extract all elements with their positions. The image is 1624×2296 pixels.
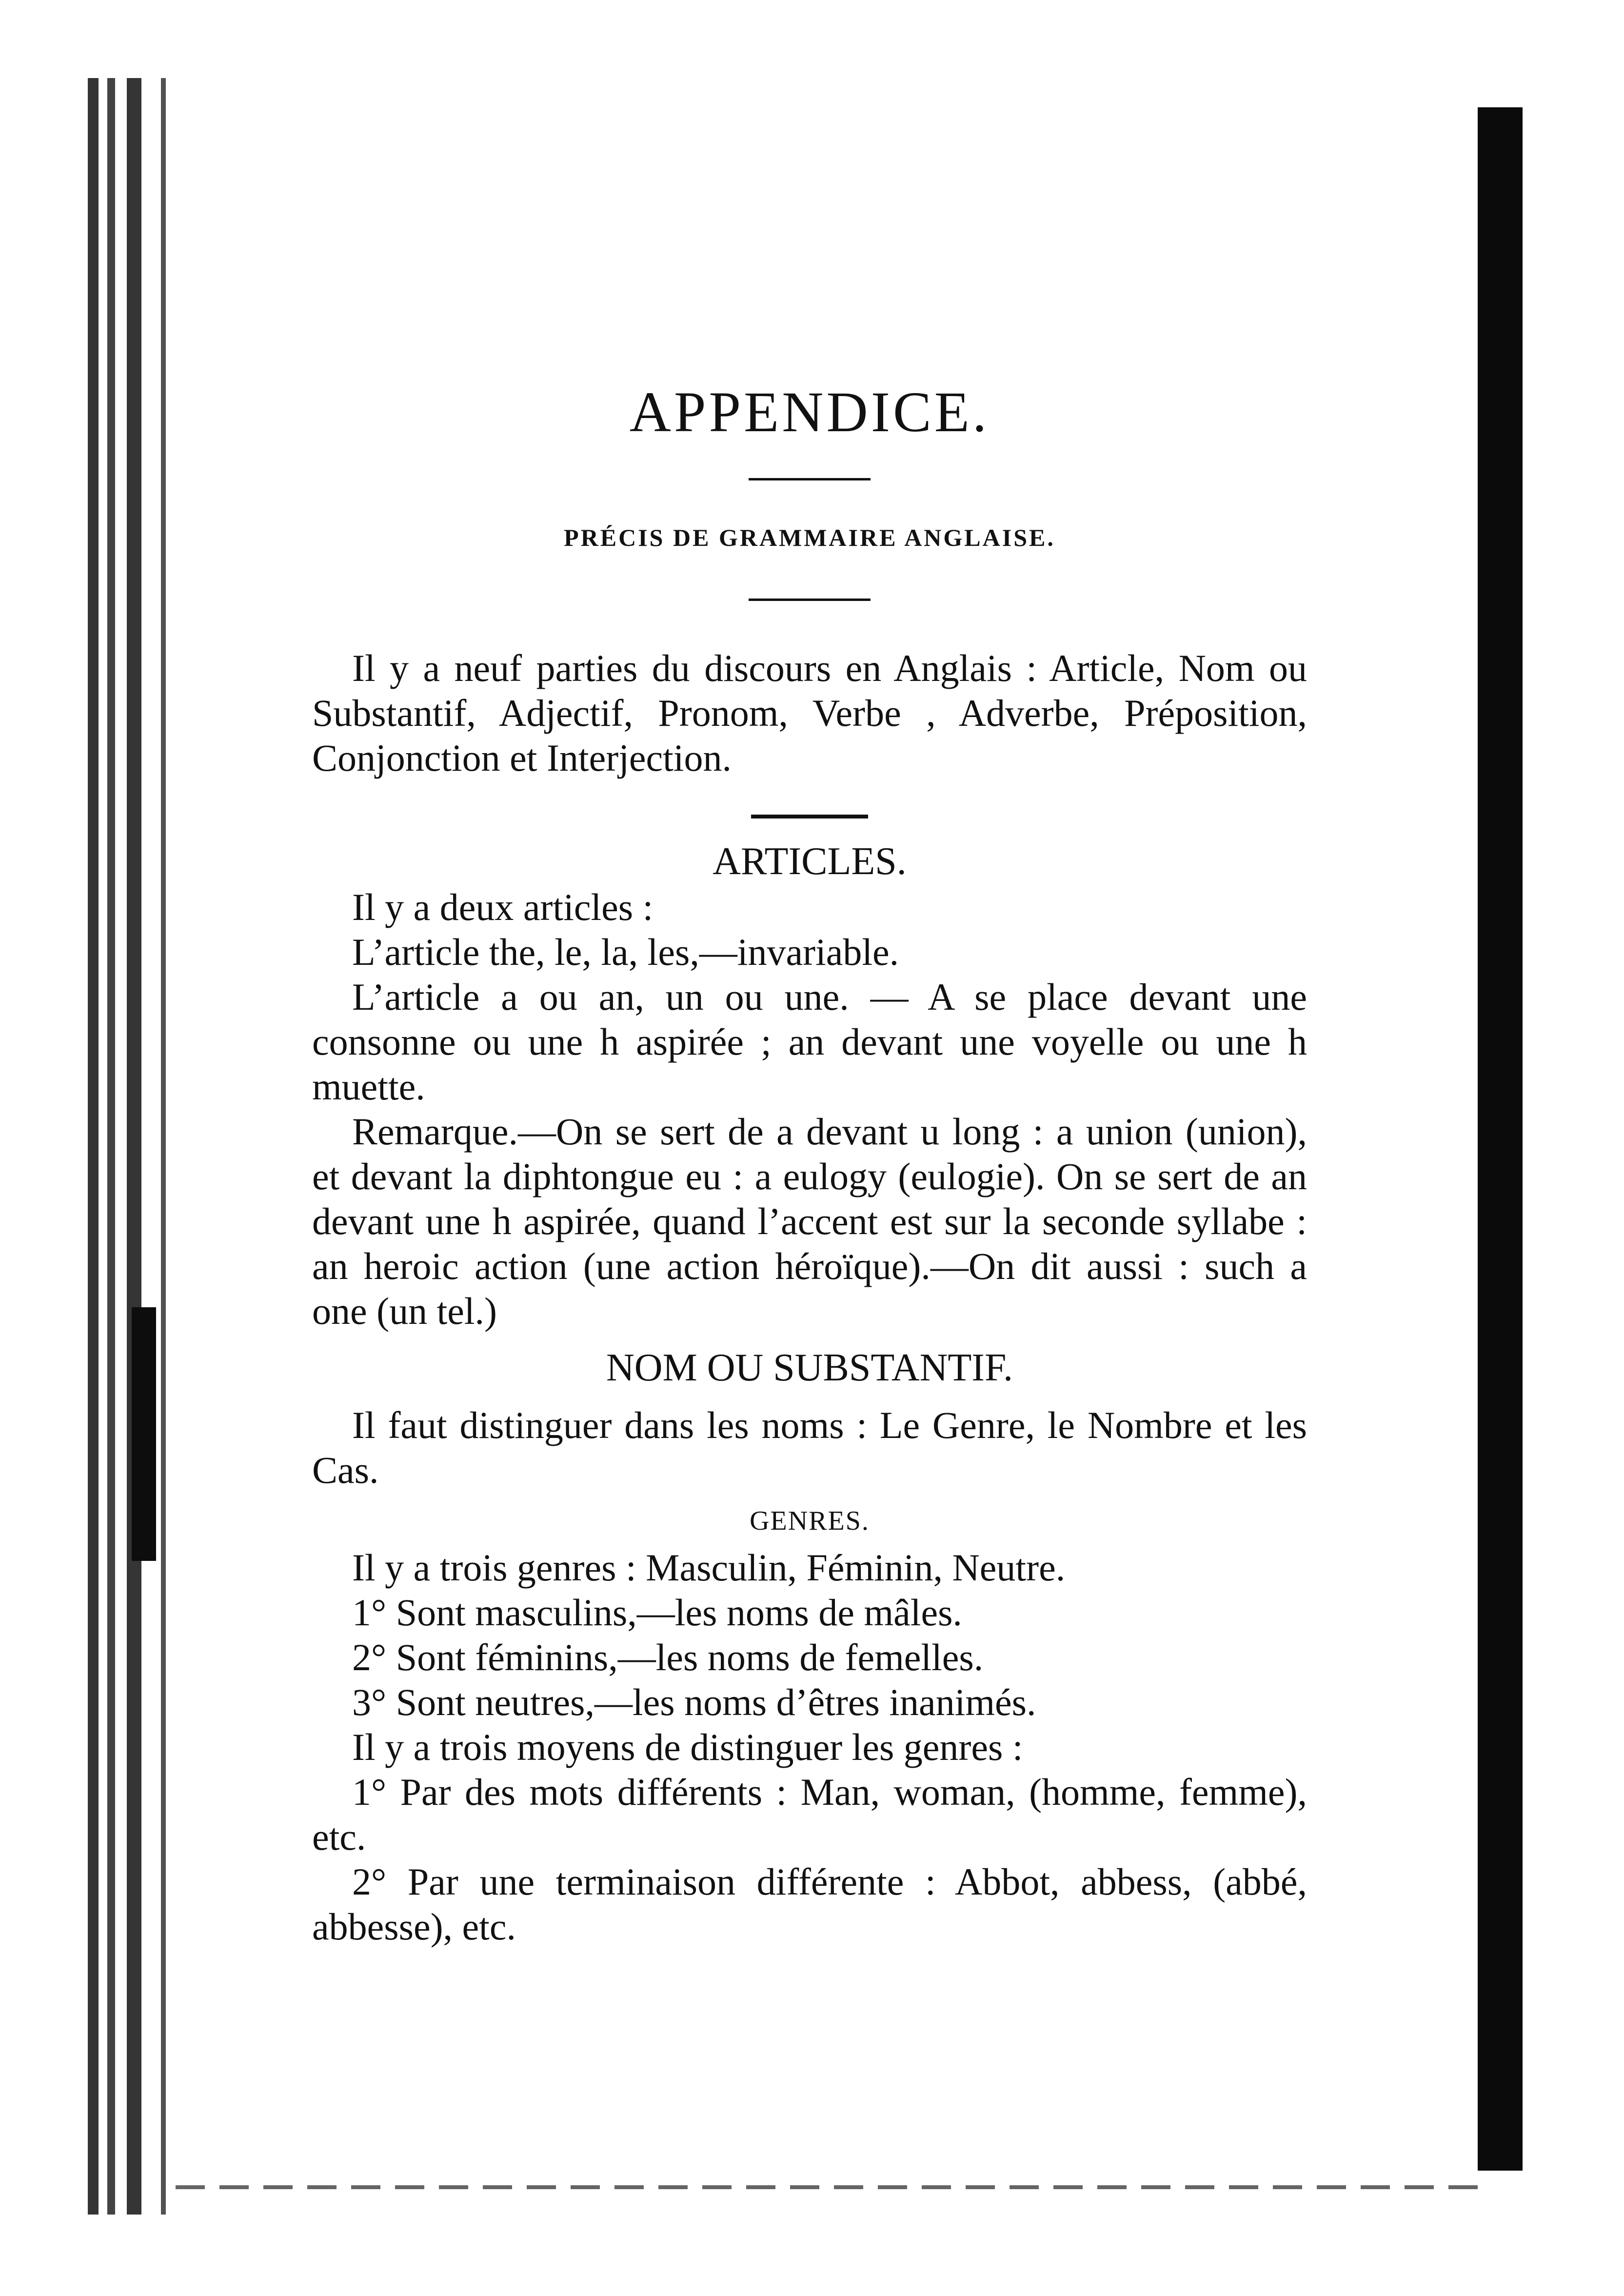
scan-edge-left — [88, 78, 200, 2215]
genres-line-5: Il y a trois moyens de distinguer les genres : — [352, 1725, 1023, 1768]
page-content — [312, 380, 1307, 1949]
section-divider — [751, 815, 868, 819]
genres-line-7: 2° Par une terminaison différente : Abbot, abbess, (abbé, abbesse), etc. — [312, 1860, 1307, 1948]
genres-line-1: Il y a trois genres : Masculin, Féminin, Neutre. — [352, 1546, 1066, 1589]
nom-intro: Il faut distinguer dans les noms : Le Genre, le Nombre et les Cas. — [312, 1403, 1307, 1491]
page-subtitle: PRÉCIS DE GRAMMAIRE ANGLAISE. — [564, 523, 1055, 551]
articles-heading: ARTICLES. — [713, 839, 907, 883]
genres-heading: GENRES. — [750, 1505, 870, 1536]
scan-edge-bottom — [176, 2185, 1492, 2189]
genres-line-4: 3° Sont neutres,—les noms d’êtres inanimés. — [352, 1680, 1036, 1723]
nom-heading: NOM OU SUBSTANTIF. — [606, 1346, 1013, 1389]
articles-line-1: Il y a deux articles : — [352, 885, 654, 928]
scan-edge-left-block — [132, 1307, 156, 1561]
subtitle-rule — [749, 599, 871, 601]
articles-line-2: L’article the, le, la, les,—invariable. — [352, 930, 899, 973]
title-rule — [749, 478, 871, 480]
genres-line-2: 1° Sont masculins,—les noms de mâles. — [352, 1591, 962, 1634]
scan-edge-right — [1478, 107, 1523, 2171]
page-title: APPENDICE. — [629, 380, 990, 444]
articles-line-3: L’article a ou an, un ou une. — A se place devant une consonne ou une h aspirée ; an devant une voyelle ou une h muette. — [312, 975, 1307, 1108]
genres-line-6: 1° Par des mots différents : Man, woman, (homme, femme), etc. — [312, 1770, 1307, 1858]
intro-paragraph: Il y a neuf parties du discours en Anglais : Article, Nom ou Substantif, Adjectif, Pronom, Verbe , Adverbe, Préposition, Conjonction et Interjection. — [312, 646, 1307, 779]
articles-remark: Remarque.—On se sert de a devant u long : a union (union), et devant la diphtongue eu : a eulogy (eulogie). On se sert de an devant une h aspirée, quand l’accent est sur la seconde syllabe : an heroic action (une action héroïque).—On dit aussi : such a one (un tel.) — [312, 1110, 1307, 1332]
genres-line-3: 2° Sont féminins,—les noms de femelles. — [352, 1636, 984, 1678]
